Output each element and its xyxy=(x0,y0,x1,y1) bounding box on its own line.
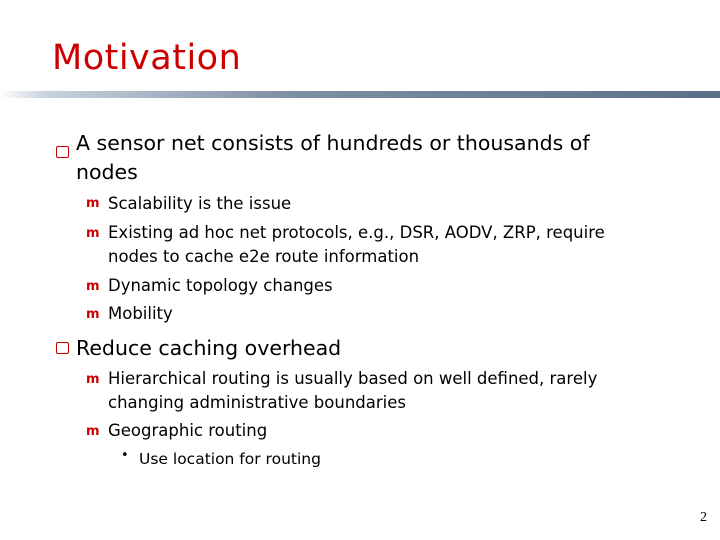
square-bullet-icon xyxy=(56,146,69,158)
bullet-text-line: A sensor net consists of hundreds or thousands of xyxy=(76,131,590,155)
slide-title: Motivation xyxy=(52,38,242,78)
bullet-text-line: Reduce caching overhead xyxy=(76,336,342,360)
sub-bullet-text: nodes to cache e2e route information xyxy=(108,247,420,266)
sub-bullet-icon: m xyxy=(86,372,100,387)
sub-bullet-text: changing administrative boundaries xyxy=(108,393,406,412)
sub-sub-bullet-text: Use location for routing xyxy=(139,450,321,468)
sub-bullet-icon: m xyxy=(86,279,100,294)
bullet-text-line: nodes xyxy=(76,160,138,184)
sub-bullet-text: Geographic routing xyxy=(108,421,268,440)
sub-bullet-icon: m xyxy=(86,424,100,439)
page-number: 2 xyxy=(700,510,707,525)
sub-bullet-text: Mobility xyxy=(108,304,173,323)
square-bullet-icon xyxy=(56,342,69,354)
sub-bullet-text: Hierarchical routing is usually based on well defined, rarely xyxy=(108,369,598,388)
sub-bullet-icon: m xyxy=(86,196,100,211)
sub-bullet-text: Existing ad hoc net protocols, e.g., DSR, AODV, ZRP, require xyxy=(108,223,605,242)
title-divider xyxy=(0,91,720,98)
sub-bullet-icon: m xyxy=(86,226,100,241)
sub-bullet-text: Dynamic topology changes xyxy=(108,276,333,295)
dot-bullet-icon: • xyxy=(121,448,129,463)
sub-bullet-icon: m xyxy=(86,307,100,322)
sub-bullet-text: Scalability is the issue xyxy=(108,194,292,213)
